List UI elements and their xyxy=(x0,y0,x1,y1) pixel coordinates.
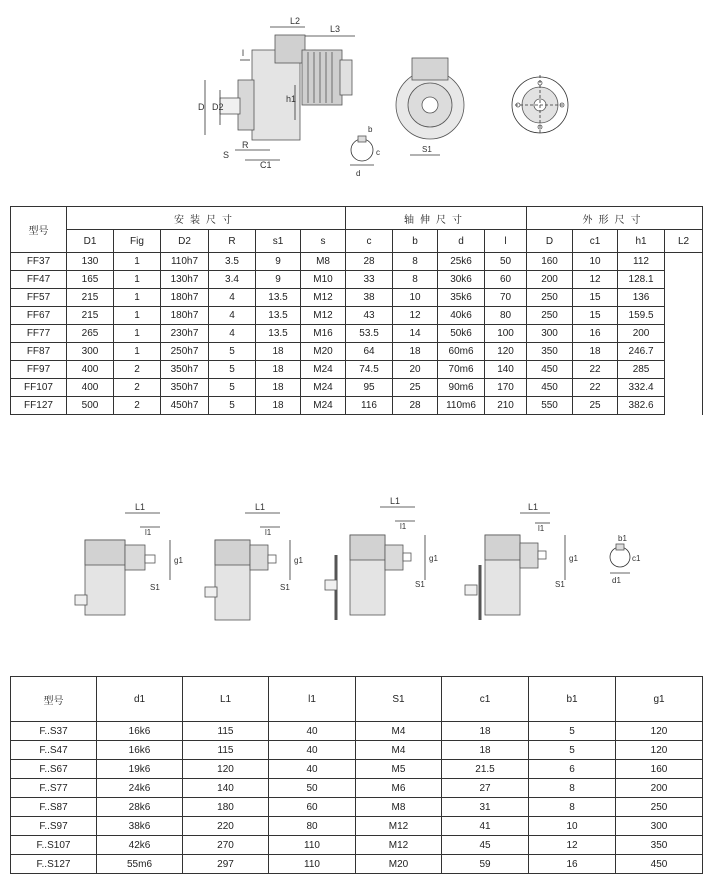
table-cell: 18 xyxy=(256,361,301,379)
table-cell: 22 xyxy=(573,361,618,379)
table-cell: M24 xyxy=(301,397,346,415)
unit-drawing-1 xyxy=(75,513,170,615)
fs-table-body xyxy=(11,722,703,874)
table-cell: 110 xyxy=(269,836,356,855)
empty-cell xyxy=(665,289,703,307)
table-cell: 1 xyxy=(114,325,161,343)
table-cell: 100 xyxy=(485,325,527,343)
table-cell: F..S97 xyxy=(11,817,97,836)
table-cell: 4 xyxy=(209,307,256,325)
table-cell: 70 xyxy=(485,289,527,307)
table-cell: 332.4 xyxy=(618,379,665,397)
table-row xyxy=(11,760,703,779)
table-cell: 128.1 xyxy=(618,271,665,289)
header-cell: D1 xyxy=(67,230,114,253)
table-cell: 110 xyxy=(269,855,356,874)
table-cell: M20 xyxy=(356,855,442,874)
table-cell: 115 xyxy=(183,741,269,760)
table-cell: 230h7 xyxy=(161,325,209,343)
header-cell: g1 xyxy=(616,677,703,722)
table-cell: 400 xyxy=(67,379,114,397)
table-cell: 16k6 xyxy=(97,722,183,741)
svg-text:l1: l1 xyxy=(145,528,152,537)
empty-cell xyxy=(665,343,703,361)
table-cell: 180h7 xyxy=(161,289,209,307)
svg-text:S1: S1 xyxy=(555,580,565,589)
table-cell: 25 xyxy=(393,379,438,397)
svg-text:D: D xyxy=(198,102,205,112)
table-cell: 3.5 xyxy=(209,253,256,271)
table-cell: 500 xyxy=(67,397,114,415)
table-cell: 1 xyxy=(114,271,161,289)
table-cell: FF77 xyxy=(11,325,67,343)
table-row xyxy=(11,722,703,741)
table-cell: M8 xyxy=(301,253,346,271)
table-cell: 2 xyxy=(114,379,161,397)
table-cell: 350h7 xyxy=(161,361,209,379)
svg-text:g1: g1 xyxy=(569,554,578,563)
table-cell: 9 xyxy=(256,271,301,289)
top-drawing xyxy=(190,10,590,190)
table-cell: FF127 xyxy=(11,397,67,415)
table-cell: 70m6 xyxy=(438,361,485,379)
table-cell: 140 xyxy=(183,779,269,798)
table-cell: 42k6 xyxy=(97,836,183,855)
header-cell: s xyxy=(301,230,346,253)
table-cell: 18 xyxy=(256,397,301,415)
header-cell: D xyxy=(527,230,573,253)
table-row xyxy=(11,855,703,874)
svg-text:l1: l1 xyxy=(265,528,272,537)
empty-cell xyxy=(665,397,703,415)
svg-text:S1: S1 xyxy=(280,583,290,592)
empty-cell xyxy=(665,361,703,379)
svg-text:R: R xyxy=(242,140,249,150)
table-cell: 200 xyxy=(527,271,573,289)
svg-text:C1: C1 xyxy=(260,160,272,170)
table-cell: 5 xyxy=(209,361,256,379)
svg-text:L1: L1 xyxy=(255,502,266,512)
table-row xyxy=(11,779,703,798)
table-cell: 300 xyxy=(67,343,114,361)
table-cell: 12 xyxy=(393,307,438,325)
table-cell: 40k6 xyxy=(438,307,485,325)
header-cell: Fig xyxy=(114,230,161,253)
fs-dimension-table xyxy=(10,676,703,874)
table-cell: 550 xyxy=(527,397,573,415)
table-cell: 300 xyxy=(527,325,573,343)
svg-text:L1: L1 xyxy=(528,502,539,512)
table-cell: 10 xyxy=(529,817,616,836)
table-cell: 28 xyxy=(393,397,438,415)
table-cell: 16k6 xyxy=(97,741,183,760)
unit-drawing-2 xyxy=(205,513,290,620)
middle-drawing xyxy=(70,495,650,630)
svg-text:g1: g1 xyxy=(429,554,438,563)
table-cell: 250 xyxy=(616,798,703,817)
table-cell: 55m6 xyxy=(97,855,183,874)
table-cell: 6 xyxy=(529,760,616,779)
table-cell: 18 xyxy=(256,379,301,397)
table-cell: M12 xyxy=(356,817,442,836)
table-cell: M24 xyxy=(301,361,346,379)
table-row xyxy=(11,361,703,379)
table-cell: 20 xyxy=(393,361,438,379)
table-cell: 8 xyxy=(529,798,616,817)
table-row xyxy=(11,343,703,361)
svg-text:c: c xyxy=(376,148,380,157)
table-cell: 297 xyxy=(183,855,269,874)
table-cell: 5 xyxy=(209,397,256,415)
table-row xyxy=(11,271,703,289)
table-cell: 246.7 xyxy=(618,343,665,361)
table-cell: 13.5 xyxy=(256,307,301,325)
table-cell: 14 xyxy=(393,325,438,343)
table-cell: 8 xyxy=(529,779,616,798)
table-row xyxy=(11,253,703,271)
table-cell: 115 xyxy=(183,722,269,741)
table-cell: 15 xyxy=(573,307,618,325)
table-cell: 120 xyxy=(183,760,269,779)
table-cell: 53.5 xyxy=(346,325,393,343)
table-cell: 285 xyxy=(618,361,665,379)
table-cell: 110h7 xyxy=(161,253,209,271)
table-cell: FF107 xyxy=(11,379,67,397)
table-cell: 170 xyxy=(485,379,527,397)
table-row xyxy=(11,397,703,415)
svg-text:b1: b1 xyxy=(618,534,627,543)
svg-text:g1: g1 xyxy=(174,556,183,565)
empty-cell xyxy=(665,379,703,397)
table-cell: 350h7 xyxy=(161,379,209,397)
table-cell: F..S37 xyxy=(11,722,97,741)
table-cell: 5 xyxy=(209,379,256,397)
table-cell: 95 xyxy=(346,379,393,397)
table-row xyxy=(11,307,703,325)
svg-text:l1: l1 xyxy=(400,522,407,531)
table-cell: 9 xyxy=(256,253,301,271)
table-cell: 60m6 xyxy=(438,343,485,361)
svg-text:L2: L2 xyxy=(290,16,301,26)
table-cell: M5 xyxy=(356,760,442,779)
table-cell: 13.5 xyxy=(256,325,301,343)
table-cell: 25 xyxy=(573,397,618,415)
table-cell: M16 xyxy=(301,325,346,343)
table-row xyxy=(11,836,703,855)
table-cell: 2 xyxy=(114,361,161,379)
header-cell: R xyxy=(209,230,256,253)
table-cell: 10 xyxy=(393,289,438,307)
header-model: 型号 xyxy=(11,207,67,253)
table-cell: 16 xyxy=(529,855,616,874)
table-cell: 25k6 xyxy=(438,253,485,271)
table-cell: 90m6 xyxy=(438,379,485,397)
unit-drawing-4 xyxy=(465,513,565,620)
table-cell: 210 xyxy=(485,397,527,415)
table-cell: 27 xyxy=(442,779,529,798)
table-cell: 35k6 xyxy=(438,289,485,307)
table-cell: 80 xyxy=(485,307,527,325)
table-cell: 1 xyxy=(114,343,161,361)
table-cell: 120 xyxy=(485,343,527,361)
group-shaft: 轴伸尺寸 xyxy=(346,207,527,230)
group-install: 安装尺寸 xyxy=(67,207,346,230)
table-cell: F..S87 xyxy=(11,798,97,817)
table-cell: 28 xyxy=(346,253,393,271)
svg-text:S1: S1 xyxy=(422,145,432,154)
header-cell: h1 xyxy=(618,230,665,253)
table-cell: 165 xyxy=(67,271,114,289)
header-cell: b1 xyxy=(529,677,616,722)
table-cell: FF47 xyxy=(11,271,67,289)
table-cell: 450 xyxy=(527,361,573,379)
table-cell: 116 xyxy=(346,397,393,415)
empty-cell xyxy=(665,253,703,271)
table-cell: 136 xyxy=(618,289,665,307)
header-cell: d1 xyxy=(97,677,183,722)
table-cell: 220 xyxy=(183,817,269,836)
table-cell: 19k6 xyxy=(97,760,183,779)
svg-text:L1: L1 xyxy=(135,502,146,512)
svg-text:d1: d1 xyxy=(612,576,621,585)
svg-text:L1: L1 xyxy=(390,496,401,506)
table-cell: 8 xyxy=(393,271,438,289)
table-cell: 18 xyxy=(256,343,301,361)
header-cell: c1 xyxy=(573,230,618,253)
table-cell: 43 xyxy=(346,307,393,325)
table-cell: M10 xyxy=(301,271,346,289)
table-cell: F..S127 xyxy=(11,855,97,874)
svg-text:l: l xyxy=(242,48,244,58)
header-cell: c xyxy=(346,230,393,253)
table-cell: M20 xyxy=(301,343,346,361)
ff-table-body xyxy=(11,253,703,415)
table-cell: 60 xyxy=(269,798,356,817)
table-cell: 180h7 xyxy=(161,307,209,325)
header-cell: b xyxy=(393,230,438,253)
svg-text:S1: S1 xyxy=(150,583,160,592)
table-cell: 265 xyxy=(67,325,114,343)
table-row xyxy=(11,741,703,760)
table-cell: 400 xyxy=(67,361,114,379)
svg-text:b: b xyxy=(368,125,373,134)
header-cell: S1 xyxy=(356,677,442,722)
table-cell: FF67 xyxy=(11,307,67,325)
table-cell: F..S67 xyxy=(11,760,97,779)
table-cell: M12 xyxy=(356,836,442,855)
empty-cell xyxy=(665,307,703,325)
table-cell: 18 xyxy=(573,343,618,361)
table-cell: 40 xyxy=(269,722,356,741)
table-cell: 120 xyxy=(616,722,703,741)
table-cell: 200 xyxy=(616,779,703,798)
group-outline: 外形尺寸 xyxy=(527,207,703,230)
table-cell: FF37 xyxy=(11,253,67,271)
table-cell: 180 xyxy=(183,798,269,817)
table-cell: 4 xyxy=(209,289,256,307)
header-cell: 型号 xyxy=(11,677,97,722)
table-cell: 250 xyxy=(527,289,573,307)
table-cell: 140 xyxy=(485,361,527,379)
table-cell: 10 xyxy=(573,253,618,271)
table-cell: 350 xyxy=(616,836,703,855)
svg-text:g1: g1 xyxy=(294,556,303,565)
table-cell: 18 xyxy=(393,343,438,361)
table-cell: 110m6 xyxy=(438,397,485,415)
table-cell: 160 xyxy=(616,760,703,779)
svg-text:h1: h1 xyxy=(286,94,297,104)
table-cell: 12 xyxy=(529,836,616,855)
table-cell: 40 xyxy=(269,741,356,760)
table-cell: 1 xyxy=(114,253,161,271)
table-cell: 74.5 xyxy=(346,361,393,379)
table-cell: 3.4 xyxy=(209,271,256,289)
table-cell: 41 xyxy=(442,817,529,836)
table-cell: 270 xyxy=(183,836,269,855)
table-cell: 450 xyxy=(616,855,703,874)
table-cell: 200 xyxy=(618,325,665,343)
header-cell: D2 xyxy=(161,230,209,253)
table-cell: 130h7 xyxy=(161,271,209,289)
table-cell: M24 xyxy=(301,379,346,397)
table-cell: 33 xyxy=(346,271,393,289)
table-cell: 120 xyxy=(616,741,703,760)
table-cell: 250h7 xyxy=(161,343,209,361)
unit-drawing-3 xyxy=(325,507,425,620)
svg-text:L3: L3 xyxy=(330,24,341,34)
table-cell: 13.5 xyxy=(256,289,301,307)
table-cell: 30k6 xyxy=(438,271,485,289)
table-cell: 350 xyxy=(527,343,573,361)
svg-text:c1: c1 xyxy=(632,554,641,563)
svg-text:d: d xyxy=(356,169,361,178)
table-cell: 38k6 xyxy=(97,817,183,836)
table-cell: 160 xyxy=(527,253,573,271)
table-cell: 64 xyxy=(346,343,393,361)
table-cell: 112 xyxy=(618,253,665,271)
table-cell: 250 xyxy=(527,307,573,325)
table-cell: 59 xyxy=(442,855,529,874)
table-cell: 22 xyxy=(573,379,618,397)
table-cell: 15 xyxy=(573,289,618,307)
table-cell: 1 xyxy=(114,289,161,307)
table-cell: M12 xyxy=(301,307,346,325)
table-row xyxy=(11,289,703,307)
table-cell: 16 xyxy=(573,325,618,343)
table-cell: F..S77 xyxy=(11,779,97,798)
table-cell: 28k6 xyxy=(97,798,183,817)
table-cell: 50 xyxy=(269,779,356,798)
empty-cell xyxy=(665,325,703,343)
table-cell: M4 xyxy=(356,741,442,760)
table-cell: 45 xyxy=(442,836,529,855)
header-cell: s1 xyxy=(256,230,301,253)
table-cell: 18 xyxy=(442,722,529,741)
table-cell: M8 xyxy=(356,798,442,817)
table-cell: 450 xyxy=(527,379,573,397)
table-cell: 50 xyxy=(485,253,527,271)
table-row xyxy=(11,798,703,817)
table-cell: 5 xyxy=(209,343,256,361)
table-cell: 215 xyxy=(67,289,114,307)
table-cell: 5 xyxy=(529,741,616,760)
table-cell: 159.5 xyxy=(618,307,665,325)
svg-text:S1: S1 xyxy=(415,580,425,589)
header-cell: l1 xyxy=(269,677,356,722)
table-cell: 4 xyxy=(209,325,256,343)
svg-text:S: S xyxy=(223,150,230,160)
table-cell: 300 xyxy=(616,817,703,836)
table-row xyxy=(11,817,703,836)
table-cell: 24k6 xyxy=(97,779,183,798)
table-cell: 38 xyxy=(346,289,393,307)
table-cell: 2 xyxy=(114,397,161,415)
table-cell: 31 xyxy=(442,798,529,817)
table-cell: M12 xyxy=(301,289,346,307)
table-row xyxy=(11,325,703,343)
table-cell: 130 xyxy=(67,253,114,271)
table-cell: 450h7 xyxy=(161,397,209,415)
header-cell: L2 xyxy=(665,230,703,253)
table-cell: FF57 xyxy=(11,289,67,307)
header-cell: c1 xyxy=(442,677,529,722)
table-cell: 50k6 xyxy=(438,325,485,343)
header-cell: d xyxy=(438,230,485,253)
table-cell: 8 xyxy=(393,253,438,271)
table-cell: 5 xyxy=(529,722,616,741)
table-cell: FF97 xyxy=(11,361,67,379)
table-cell: 1 xyxy=(114,307,161,325)
table-cell: FF87 xyxy=(11,343,67,361)
svg-text:D2: D2 xyxy=(212,102,224,112)
header-cell: l xyxy=(485,230,527,253)
table-cell: 21.5 xyxy=(442,760,529,779)
svg-text:l1: l1 xyxy=(538,524,545,533)
empty-cell xyxy=(665,271,703,289)
table-cell: F..S47 xyxy=(11,741,97,760)
table-cell: M4 xyxy=(356,722,442,741)
table-cell: 18 xyxy=(442,741,529,760)
table-cell: 12 xyxy=(573,271,618,289)
table-cell: 382.6 xyxy=(618,397,665,415)
table-row xyxy=(11,379,703,397)
table-cell: 215 xyxy=(67,307,114,325)
table-cell: F..S107 xyxy=(11,836,97,855)
table-cell: 80 xyxy=(269,817,356,836)
table-cell: 40 xyxy=(269,760,356,779)
table-cell: M6 xyxy=(356,779,442,798)
table-cell: 60 xyxy=(485,271,527,289)
header-cell: L1 xyxy=(183,677,269,722)
ff-dimension-table xyxy=(10,206,703,415)
